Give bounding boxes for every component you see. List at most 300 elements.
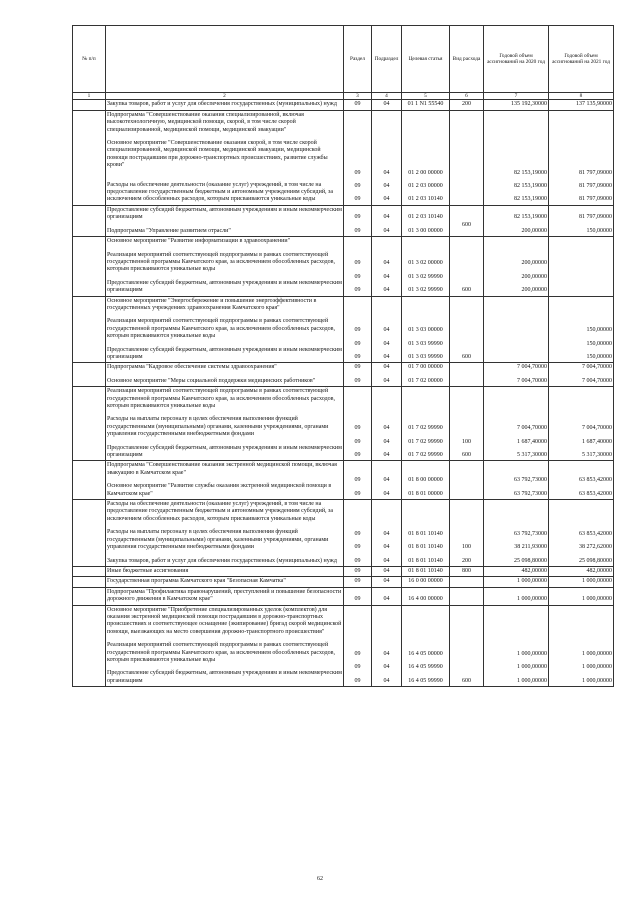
row-2020-cell: [484, 363, 549, 387]
row-name: Подпрограмма "Совершенствование оказания экстренной медицинской помощи, включая эвакуацию в Камчатском крае": [107, 462, 337, 476]
row-v2020: 7 004,70000: [517, 364, 547, 371]
row-name: Предоставление субсидий бюджетным, автономным учреждениям и иным некоммерческим организациям: [107, 206, 342, 221]
row-name: Реализация мероприятий соответствующей подпрограммы в рамках соответствующей государственной программы Камчатского края, за исключением обособленных расходов, которым присваиваются уникальные коды: [107, 388, 335, 409]
row-v2021: 63 853,42000: [579, 477, 612, 484]
row-razdel-cell: [344, 363, 372, 387]
row-name: Основное мероприятие "Меры социальной поддержки медицинских работников": [107, 377, 316, 384]
row-name-cell: [106, 363, 344, 387]
row-csr-cell: [402, 461, 450, 500]
table-header-row: [73, 26, 614, 93]
row-2021-cell: [549, 566, 614, 576]
row-vr-cell: [450, 387, 484, 461]
row-podrazdel-cell: [372, 205, 402, 236]
row-v2020: 200,00000: [521, 260, 547, 267]
row-podrazdel-cell: [372, 461, 402, 500]
row-podrazdel: 04: [383, 664, 390, 671]
row-csr-cell: [402, 363, 450, 387]
row-v2021: 63 853,42000: [579, 530, 612, 537]
row-podrazdel: 04: [383, 327, 390, 334]
row-v2020: 7 004,70000: [517, 425, 547, 432]
row-vr-cell: [450, 577, 484, 587]
row-name-cell: [106, 461, 344, 500]
row-csr: 16 4 05 99990: [408, 677, 443, 684]
row-csr-cell: [402, 587, 450, 605]
row-vr: 100: [462, 544, 471, 551]
row-podrazdel-cell: [372, 387, 402, 461]
row-v2021: 81 797,09000: [579, 183, 612, 190]
row-v2020: 482,00000: [521, 567, 547, 574]
row-razdel: 09: [354, 196, 361, 203]
row-csr: 01 3 02 99990: [408, 273, 443, 280]
row-csr: 01 7 00 00000: [408, 364, 443, 371]
column-index: 5: [402, 93, 450, 100]
row-csr: 01 7 02 99990: [408, 452, 443, 459]
row-csr-cell: [402, 566, 450, 576]
row-razdel: 09: [354, 364, 361, 371]
row-name: Государственная программа Камчатского края "Безопасная Камчатка": [107, 578, 286, 585]
row-razdel: 09: [354, 227, 361, 234]
row-v2020: 1 000,00000: [517, 664, 547, 671]
table-row: [73, 566, 614, 576]
row-razdel: 09: [354, 287, 361, 294]
row-name: Закупка товаров, работ и услуг для обеспечения государственных (муниципальных) нужд: [107, 101, 337, 108]
row-podrazdel: 04: [383, 490, 390, 497]
row-podrazdel-cell: [372, 587, 402, 605]
row-razdel: 09: [354, 650, 361, 657]
row-vr: 200: [462, 101, 471, 108]
row-v2020: 82 153,19000: [514, 169, 547, 176]
row-razdel-cell: [344, 577, 372, 587]
table-row: [73, 387, 614, 461]
row-csr: 01 7 02 99990: [408, 438, 443, 445]
row-csr-cell: [402, 110, 450, 205]
row-v2021: 1 000,00000: [582, 677, 612, 684]
row-podrazdel: 04: [383, 169, 390, 176]
row-name: Основное мероприятие "Совершенствование оказания скорой, в том числе скорой специализированной, медицинской помощи, медицинской эвакуации, медицинской помощи пострадавшим при дорожно-транспортных происшествиях, развитие службы крови": [107, 140, 328, 169]
row-name-cell: [106, 100, 344, 110]
row-v2021: 38 272,62000: [579, 544, 612, 551]
row-podrazdel: 04: [383, 438, 390, 445]
row-name: Предоставление субсидий бюджетным, автономным учреждениям и иным некоммерческим организациям: [107, 444, 342, 459]
page-number: 62: [317, 876, 323, 882]
header-csr: Целевая статья: [402, 26, 450, 93]
row-razdel: 09: [354, 664, 361, 671]
row-podrazdel: 04: [383, 214, 390, 221]
row-csr: 16 4 00 00000: [408, 596, 443, 603]
row-v2021: 81 797,09000: [579, 196, 612, 203]
row-razdel-cell: [344, 296, 372, 363]
row-razdel: 09: [354, 452, 361, 459]
row-v2020: 200,00000: [521, 227, 547, 234]
header-2021: Годовой объем ассигнований на 2021 год: [549, 26, 614, 93]
table-row: [73, 577, 614, 587]
row-name: Закупка товаров, работ и услуг для обеспечения государственных (муниципальных) нужд: [107, 557, 337, 564]
column-index: 7: [484, 93, 549, 100]
row-razdel-cell: [344, 100, 372, 110]
row-razdel: 09: [354, 596, 361, 603]
row-vr: 600: [462, 221, 471, 228]
row-csr-cell: [402, 296, 450, 363]
row-podrazdel: 04: [383, 477, 390, 484]
column-index: 2: [106, 93, 344, 100]
row-2021-cell: [549, 461, 614, 500]
row-2020-cell: [484, 500, 549, 567]
row-vr-cell: [450, 100, 484, 110]
row-podrazdel-cell: [372, 100, 402, 110]
row-vr-cell: [450, 461, 484, 500]
row-csr: 01 1 N1 55540: [407, 101, 444, 108]
row-razdel: 09: [354, 557, 361, 564]
row-vr-cell: [450, 296, 484, 363]
row-2021-cell: [549, 100, 614, 110]
row-v2020: 200,00000: [521, 287, 547, 294]
row-v2020: 200,00000: [521, 273, 547, 280]
row-razdel-cell: [344, 461, 372, 500]
row-2021-cell: [549, 363, 614, 387]
row-razdel: 09: [354, 353, 361, 360]
row-v2020: 7 004,70000: [517, 377, 547, 384]
row-num-cell: [73, 363, 106, 387]
row-razdel: 09: [354, 340, 361, 347]
row-vr: 200: [462, 557, 471, 564]
header-podrazdel: Подраздел: [372, 26, 402, 93]
row-2020-cell: [484, 100, 549, 110]
row-csr: 01 8 01 10140: [408, 544, 443, 551]
row-csr-cell: [402, 605, 450, 687]
row-razdel: 09: [354, 677, 361, 684]
row-name: Иные бюджетные ассигнования: [107, 567, 189, 574]
row-2020-cell: [484, 566, 549, 576]
table-row: [73, 500, 614, 567]
row-podrazdel: 04: [383, 196, 390, 203]
row-v2021: 137 135,90000: [576, 101, 612, 108]
row-csr: 01 3 00 00000: [408, 227, 443, 234]
header-num: № п/п: [73, 26, 106, 93]
row-podrazdel: 04: [383, 596, 390, 603]
row-num-cell: [73, 566, 106, 576]
row-2020-cell: [484, 461, 549, 500]
row-razdel: 09: [354, 101, 361, 108]
row-num-cell: [73, 205, 106, 236]
row-2020-cell: [484, 237, 549, 296]
row-name: Основное мероприятие "Развитие службы оказания экстренной медицинской помощи в Камчатском крае": [107, 483, 332, 497]
row-name: Основное мероприятие "Приобретение специализированных уделок (комплектов) для оказания экстренной медицинской помощи пострадавшим в дорожно-транспортных происшествиях и соответствующее оснащение (экипирование) бригад скорой медицинской помощи, выезжающих на место совершения дорожно-транспортного происшествия": [107, 606, 342, 635]
row-name-cell: [106, 577, 344, 587]
row-name: Расходы на обеспечение деятельности (оказание услуг) учреждений, в том числе на предоставление государственным бюджетным и автономным учреждениям субсидий, за исключением обособленных расходов, которым присваиваются уникальные коды: [107, 181, 334, 203]
row-vr-cell: [450, 566, 484, 576]
row-razdel: 09: [354, 425, 361, 432]
row-podrazdel: 04: [383, 260, 390, 267]
column-index-row: [73, 93, 614, 100]
row-v2021: 81 797,09000: [579, 169, 612, 176]
row-num-cell: [73, 237, 106, 296]
row-podrazdel: 04: [383, 650, 390, 657]
row-vr: 600: [462, 287, 471, 294]
row-csr: 01 3 03 99990: [408, 340, 443, 347]
row-razdel-cell: [344, 587, 372, 605]
row-csr: 01 2 03 00000: [408, 183, 443, 190]
row-v2021: 1 000,00000: [582, 650, 612, 657]
row-razdel-cell: [344, 110, 372, 205]
row-v2021: 1 000,00000: [582, 596, 612, 603]
row-podrazdel-cell: [372, 500, 402, 567]
row-2021-cell: [549, 387, 614, 461]
row-csr: 01 2 03 10140: [408, 214, 443, 221]
row-podrazdel: 04: [383, 677, 390, 684]
row-v2021: 150,00000: [586, 353, 612, 360]
row-v2021: 7 004,70000: [582, 425, 612, 432]
row-razdel-cell: [344, 500, 372, 567]
row-name-cell: [106, 587, 344, 605]
row-name: Предоставление субсидий бюджетным, автономным учреждениям и иным некоммерческим организациям: [107, 670, 342, 684]
row-csr-cell: [402, 500, 450, 567]
row-csr-cell: [402, 577, 450, 587]
column-index: 1: [73, 93, 106, 100]
row-csr: 01 3 03 00000: [408, 327, 443, 334]
table-row: [73, 587, 614, 605]
row-podrazdel: 04: [383, 227, 390, 234]
row-v2021: 1 687,40000: [582, 438, 612, 445]
row-razdel-cell: [344, 605, 372, 687]
row-podrazdel-cell: [372, 566, 402, 576]
header-2020: Годовой объем ассигнований на 2020 год: [484, 26, 549, 93]
row-podrazdel: 04: [383, 544, 390, 551]
column-index: 3: [344, 93, 372, 100]
row-2021-cell: [549, 296, 614, 363]
table-row: [73, 110, 614, 205]
row-name: Подпрограмма "Управление развитием отрасли": [107, 227, 231, 234]
row-razdel: 09: [354, 327, 361, 334]
row-v2021: 81 797,09000: [579, 214, 612, 221]
row-razdel: 09: [354, 169, 361, 176]
row-v2021: 150,00000: [586, 327, 612, 334]
row-vr-cell: [450, 363, 484, 387]
column-index: 8: [549, 93, 614, 100]
row-name-cell: [106, 296, 344, 363]
row-2020-cell: [484, 577, 549, 587]
row-name: Расходы на обеспечение деятельности (оказание услуг) учреждений, в том числе на предоставление государственным бюджетным и автономным учреждениям субсидий, за исключением обособленных расходов, которым присваиваются уникальные коды: [107, 501, 334, 522]
row-vr: 600: [462, 677, 471, 684]
row-v2020: 63 792,73000: [514, 477, 547, 484]
row-csr-cell: [402, 237, 450, 296]
row-vr-cell: [450, 500, 484, 567]
row-vr: 100: [462, 438, 471, 445]
row-razdel: 09: [354, 567, 361, 574]
row-v2020: 1 000,00000: [517, 677, 547, 684]
row-csr: 16 0 00 00000: [408, 578, 443, 585]
row-v2020: 63 792,73000: [514, 490, 547, 497]
row-csr: 01 3 02 99990: [408, 287, 443, 294]
row-num-cell: [73, 110, 106, 205]
row-podrazdel-cell: [372, 577, 402, 587]
table-row: [73, 205, 614, 236]
row-podrazdel: 04: [383, 340, 390, 347]
row-podrazdel: 04: [383, 425, 390, 432]
row-v2021: 150,00000: [586, 340, 612, 347]
row-csr: 01 2 03 10140: [408, 196, 443, 203]
row-name: Реализация мероприятий соответствующей подпрограммы в рамках соответствующей государственной программы Камчатского края, за исключением обособленных расходов, которым присваиваются уникальные коды: [107, 251, 335, 273]
row-podrazdel: 04: [383, 101, 390, 108]
row-csr: 16 4 05 00000: [408, 650, 443, 657]
row-csr: 01 8 01 10140: [408, 567, 443, 574]
row-csr: 01 8 00 00000: [408, 477, 443, 484]
row-name: Предоставление субсидий бюджетным, автономным учреждениям и иным некоммерческим организациям: [107, 279, 342, 294]
header-vr: Вид расхода: [450, 26, 484, 93]
column-index: 4: [372, 93, 402, 100]
row-podrazdel: 04: [383, 578, 390, 585]
table-row: [73, 237, 614, 296]
budget-table: [72, 25, 614, 687]
row-vr: 600: [462, 353, 471, 360]
row-csr-cell: [402, 100, 450, 110]
row-name-cell: [106, 500, 344, 567]
row-podrazdel-cell: [372, 363, 402, 387]
row-name-cell: [106, 605, 344, 687]
row-podrazdel: 04: [383, 273, 390, 280]
row-podrazdel-cell: [372, 237, 402, 296]
row-name-cell: [106, 387, 344, 461]
row-v2020: 135 192,30000: [511, 101, 547, 108]
row-num-cell: [73, 577, 106, 587]
table-body: [73, 100, 614, 687]
row-name: Расходы на выплаты персоналу в целях обеспечения выполнения функций государственными (муниципальными) органами, казенными учреждениями, органами управления государственными внебюджетными фондами: [107, 529, 329, 551]
row-vr: 600: [462, 452, 471, 459]
row-razdel-cell: [344, 205, 372, 236]
row-podrazdel-cell: [372, 605, 402, 687]
row-name-cell: [106, 566, 344, 576]
row-razdel-cell: [344, 237, 372, 296]
row-podrazdel: 04: [383, 377, 390, 384]
row-num-cell: [73, 587, 106, 605]
row-2021-cell: [549, 577, 614, 587]
table-row: [73, 605, 614, 687]
row-vr-cell: [450, 587, 484, 605]
row-2021-cell: [549, 110, 614, 205]
row-v2020: 5 317,30000: [517, 452, 547, 459]
row-v2020: 1 000,00000: [517, 596, 547, 603]
row-podrazdel-cell: [372, 296, 402, 363]
row-csr: 01 8 01 00000: [408, 490, 443, 497]
row-razdel: 09: [354, 438, 361, 445]
row-vr-cell: [450, 110, 484, 205]
row-razdel: 09: [354, 214, 361, 221]
row-v2020: 1 000,00000: [517, 578, 547, 585]
row-csr-cell: [402, 387, 450, 461]
row-vr-cell: [450, 237, 484, 296]
row-v2020: 38 211,93000: [514, 544, 547, 551]
row-v2021: 25 098,80000: [579, 557, 612, 564]
row-name-cell: [106, 110, 344, 205]
row-name: Основное мероприятие "Энергосбережение и повышение энергоэффективности в государственных учреждениях здравоохранения Камчатского края": [107, 297, 317, 311]
row-2020-cell: [484, 605, 549, 687]
row-podrazdel: 04: [383, 452, 390, 459]
row-v2020: 82 153,19000: [514, 214, 547, 221]
row-v2020: 1 687,40000: [517, 438, 547, 445]
row-2021-cell: [549, 605, 614, 687]
row-2020-cell: [484, 587, 549, 605]
row-2021-cell: [549, 237, 614, 296]
column-index: 6: [450, 93, 484, 100]
row-name: Предоставление субсидий бюджетным, автономным учреждениям и иным некоммерческим организациям: [107, 346, 342, 360]
row-name: Подпрограмма "Профилактика правонарушений, преступлений и повышение безопасности дорожного движения в Камчатском крае": [107, 588, 342, 603]
row-num-cell: [73, 100, 106, 110]
row-v2021: 7 004,70000: [582, 364, 612, 371]
row-name: Подпрограмма "Кадровое обеспечение системы здравоохранения": [107, 364, 277, 371]
row-razdel: 09: [354, 477, 361, 484]
row-v2021: 63 853,42000: [579, 490, 612, 497]
row-v2020: 82 153,19000: [514, 183, 547, 190]
row-podrazdel: 04: [383, 287, 390, 294]
row-vr: 800: [462, 567, 471, 574]
row-razdel: 09: [354, 183, 361, 190]
row-2020-cell: [484, 296, 549, 363]
row-csr: 01 8 01 10140: [408, 557, 443, 564]
row-v2021: 1 000,00000: [582, 664, 612, 671]
row-csr: 16 4 05 99990: [408, 664, 443, 671]
row-razdel: 09: [354, 490, 361, 497]
row-v2020: 63 792,73000: [514, 530, 547, 537]
row-razdel: 09: [354, 544, 361, 551]
row-name: Подпрограмма "Совершенствование оказания специализированной, включая высокотехнологичную, медицинской помощи, скорой, в том числе скорой специализированной, медицинской помощи, медицинской эвакуации": [107, 111, 304, 133]
row-razdel-cell: [344, 387, 372, 461]
row-name: Реализация мероприятий соответствующей подпрограммы в рамках соответствующей государственной программы Камчатского края, за исключением обособленных расходов, которым присваиваются уникальные коды: [107, 642, 335, 663]
row-podrazdel: 04: [383, 353, 390, 360]
row-v2021: 7 004,70000: [582, 377, 612, 384]
row-2020-cell: [484, 110, 549, 205]
row-podrazdel: 04: [383, 530, 390, 537]
row-num-cell: [73, 605, 106, 687]
row-num-cell: [73, 500, 106, 567]
row-v2021: 150,00000: [586, 227, 612, 234]
row-name: Основное мероприятие "Развитие информатизации в здравоохранении": [107, 238, 291, 245]
row-csr: 01 3 02 00000: [408, 260, 443, 267]
header-razdel: Раздел: [344, 26, 372, 93]
row-csr-cell: [402, 205, 450, 236]
row-podrazdel: 04: [383, 567, 390, 574]
row-csr: 01 7 02 00000: [408, 377, 443, 384]
row-2021-cell: [549, 205, 614, 236]
row-razdel: 09: [354, 377, 361, 384]
row-v2020: 82 153,19000: [514, 196, 547, 203]
row-num-cell: [73, 461, 106, 500]
row-vr-cell: [450, 605, 484, 687]
row-2020-cell: [484, 387, 549, 461]
row-v2021: 1 000,00000: [582, 578, 612, 585]
row-name-cell: [106, 205, 344, 236]
row-v2021: 5 317,30000: [582, 452, 612, 459]
row-2020-cell: [484, 205, 549, 236]
row-podrazdel: 04: [383, 557, 390, 564]
row-csr: 01 3 03 99990: [408, 353, 443, 360]
row-razdel-cell: [344, 566, 372, 576]
row-podrazdel-cell: [372, 110, 402, 205]
row-v2020: 1 000,00000: [517, 650, 547, 657]
row-csr: 01 2 00 00000: [408, 169, 443, 176]
header-name: [106, 26, 344, 93]
row-podrazdel: 04: [383, 183, 390, 190]
row-csr: 01 8 01 10140: [408, 530, 443, 537]
row-name-cell: [106, 237, 344, 296]
table-row: [73, 296, 614, 363]
row-2021-cell: [549, 587, 614, 605]
row-razdel: 09: [354, 530, 361, 537]
row-name: Реализация мероприятий соответствующей подпрограммы в рамках соответствующей государственной программы Камчатского края, за исключением обособленных расходов, которым присваиваются уникальные коды: [107, 318, 335, 340]
row-podrazdel: 04: [383, 364, 390, 371]
row-v2020: 25 098,80000: [514, 557, 547, 564]
row-csr: 01 7 02 99990: [408, 425, 443, 432]
row-razdel: 09: [354, 260, 361, 267]
row-num-cell: [73, 296, 106, 363]
